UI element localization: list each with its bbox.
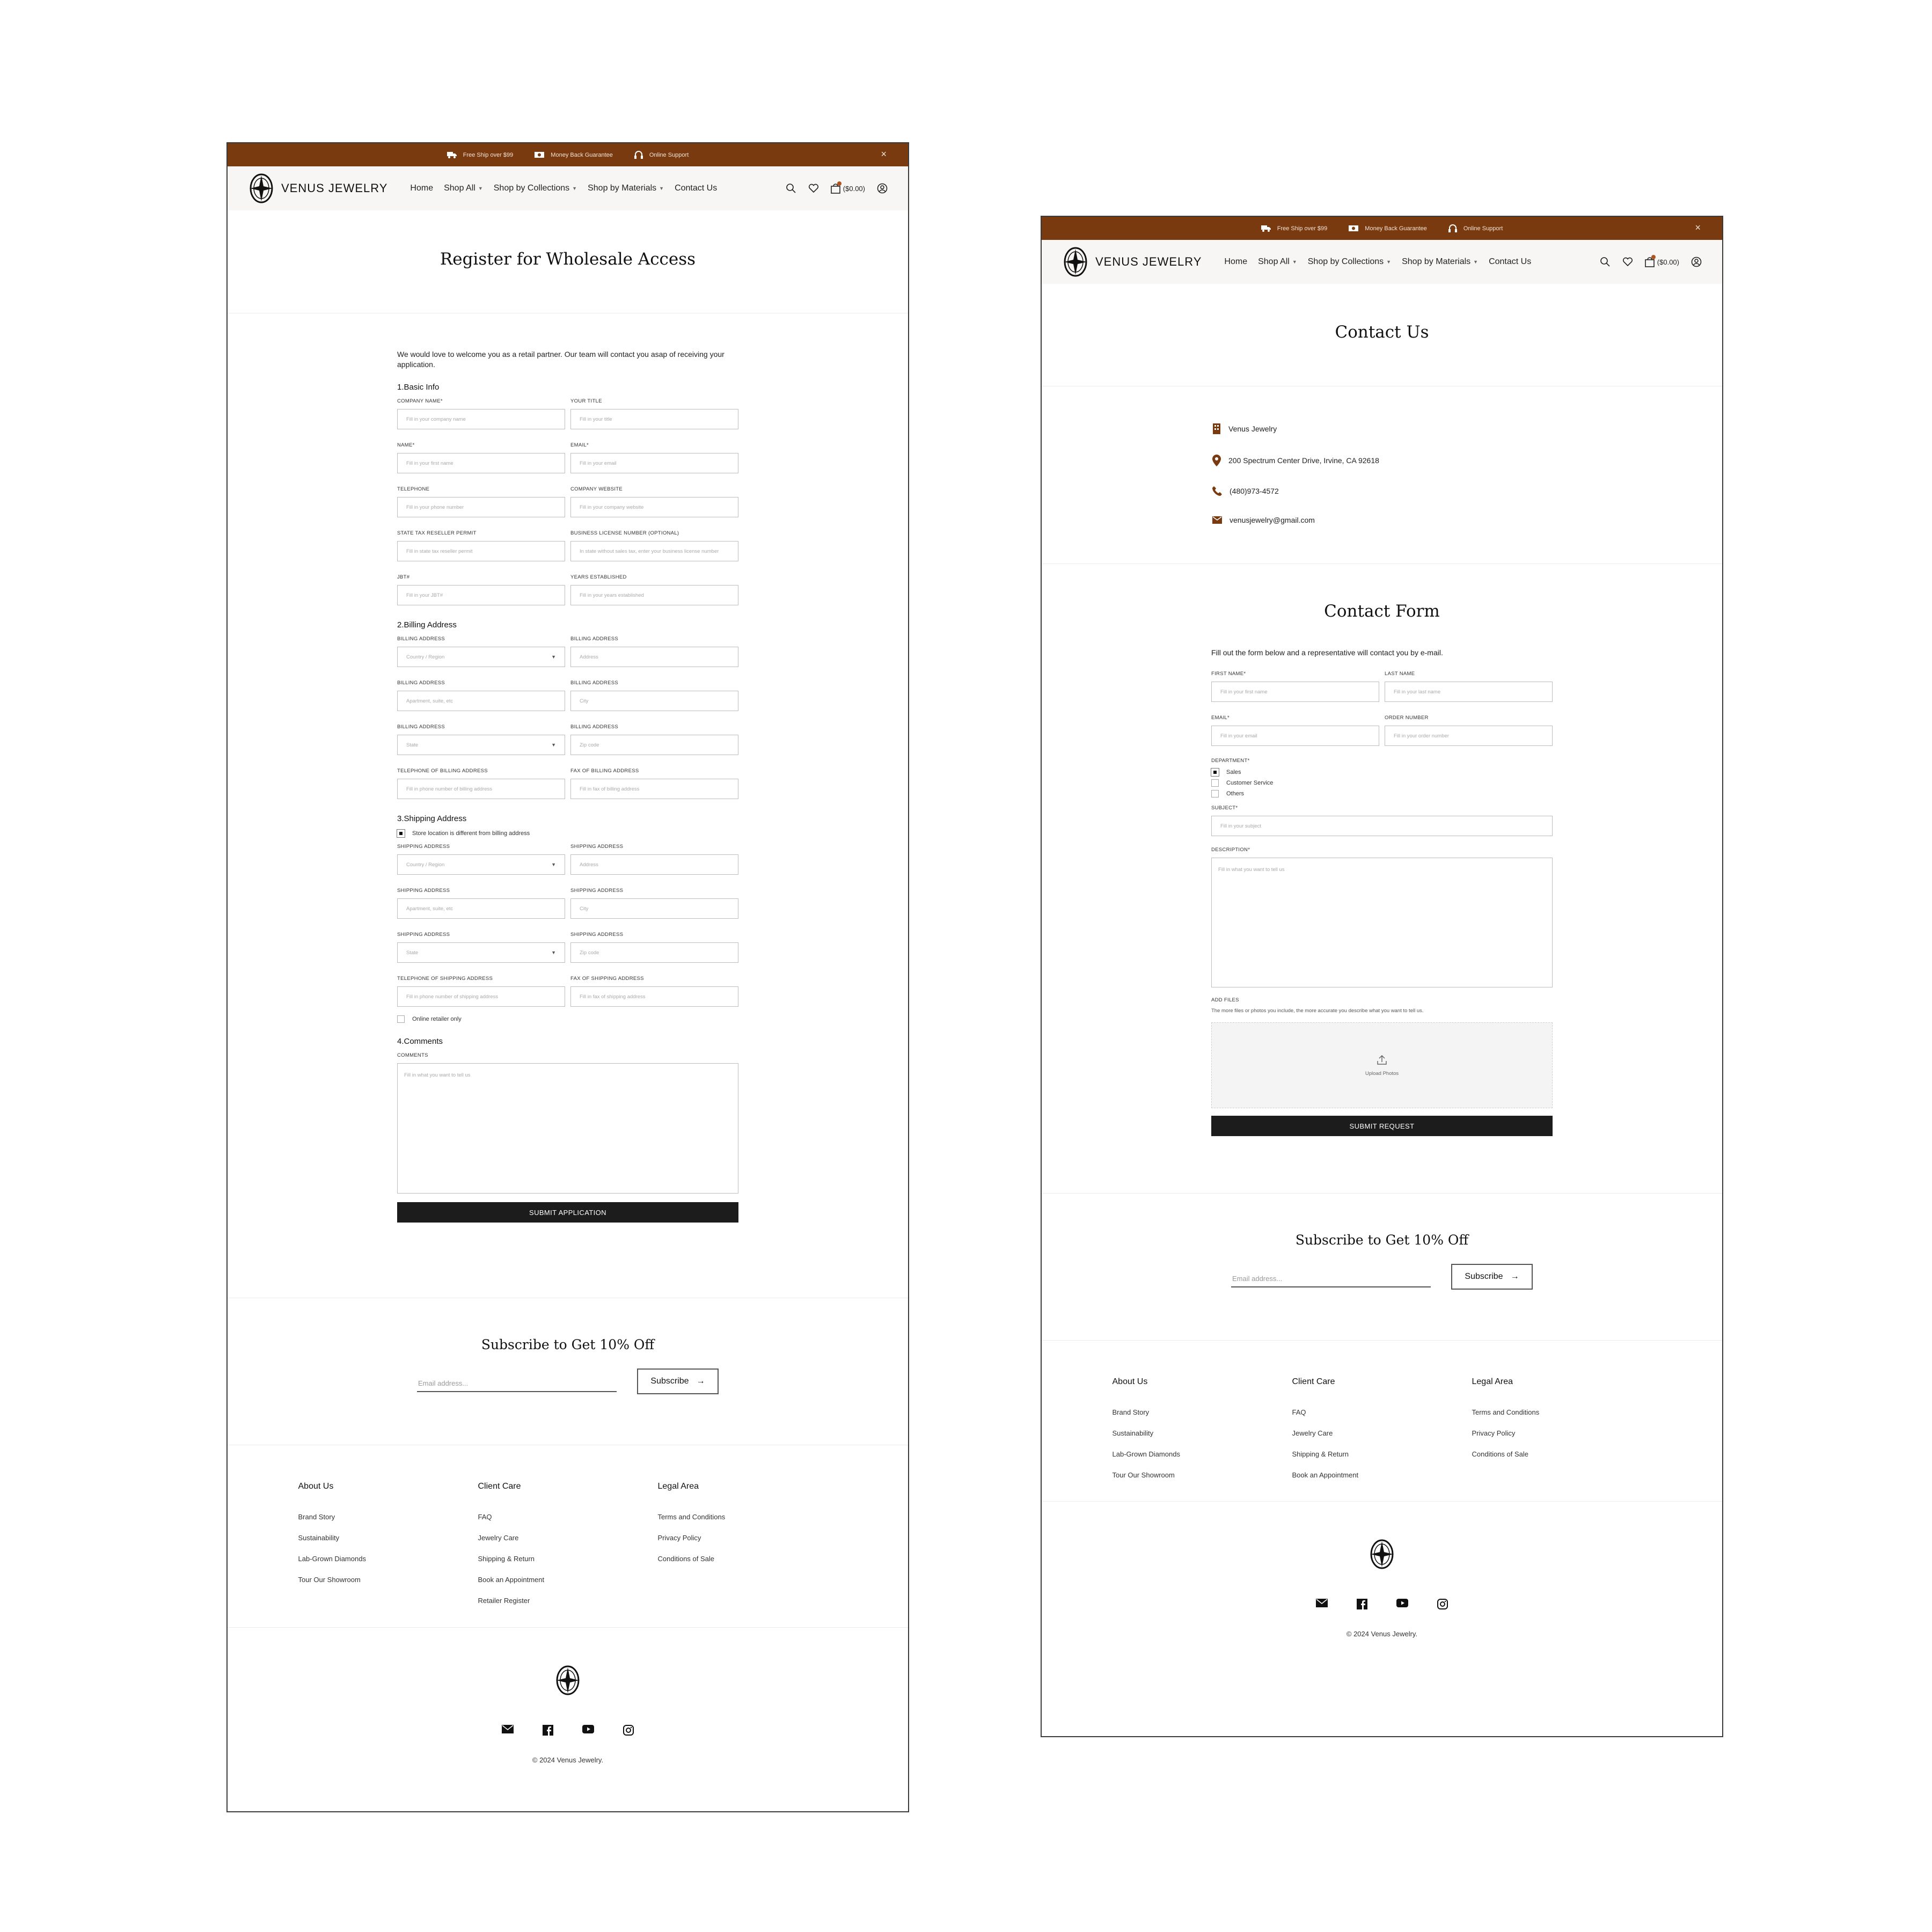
dept-cs-option[interactable] <box>1211 779 1553 787</box>
brand[interactable] <box>249 172 387 204</box>
license-input[interactable]: In state without sales tax, enter your business license number <box>570 541 738 561</box>
footer-link[interactable]: Jewelry Care <box>478 1534 519 1542</box>
comments-label: COMMENTS <box>397 1052 428 1058</box>
billing-label: BILLING ADDRESS <box>397 636 445 642</box>
chevron-down-icon: ▼ <box>478 186 483 191</box>
email-label: EMAIL* <box>570 442 589 448</box>
checkbox[interactable] <box>397 1015 405 1023</box>
online-support-text: Online Support <box>649 151 689 158</box>
shipping-tel-input[interactable]: Fill in phone number of shipping address <box>397 986 565 1007</box>
years-label: YEARS ESTABLISHED <box>570 574 627 580</box>
heart-icon[interactable] <box>1622 257 1633 267</box>
section-basic-info: 1.Basic Info <box>397 383 440 392</box>
contact-info <box>1042 386 1722 564</box>
first-name-label: FIRST NAME* <box>1211 671 1246 677</box>
nav-shop-collections-label: Shop by Collections <box>1307 257 1384 266</box>
search-icon[interactable] <box>786 183 796 194</box>
nav-home[interactable]: Home <box>1224 257 1248 266</box>
heart-icon[interactable] <box>808 184 819 193</box>
arrow-right-icon: → <box>1510 1272 1519 1281</box>
jbt-label: JBT# <box>397 574 410 580</box>
upload-icon <box>1377 1055 1387 1065</box>
submit-application-button[interactable]: SUBMIT APPLICATION <box>397 1202 738 1223</box>
site-header <box>228 166 908 210</box>
shipping-apt-input[interactable]: Apartment, suite, etc <box>397 898 565 919</box>
footer-legal-title: Legal Area <box>657 1482 699 1491</box>
company-input[interactable]: Fill in your company name <box>397 409 565 429</box>
footer-link[interactable]: Lab-Grown Diamonds <box>1112 1450 1180 1458</box>
submit-request-button[interactable]: SUBMIT REQUEST <box>1211 1116 1553 1136</box>
footer-link[interactable]: Conditions of Sale <box>657 1555 715 1563</box>
checkbox[interactable] <box>397 830 405 837</box>
order-input[interactable]: Fill in your order number <box>1385 726 1553 746</box>
shipping-address-input[interactable]: Address <box>570 854 738 875</box>
copyright: © 2024 Venus Jewelry. <box>532 1756 604 1764</box>
cart-button[interactable] <box>1645 257 1679 267</box>
chevron-down-icon: ▼ <box>1292 259 1297 265</box>
facebook-icon[interactable] <box>1357 1599 1367 1609</box>
nav-shop-all[interactable] <box>1258 257 1297 267</box>
website-label: COMPANY WEBSITE <box>570 486 623 492</box>
footer-legal-title: Legal Area <box>1472 1377 1513 1386</box>
free-ship-text: Free Ship over $99 <box>463 151 514 158</box>
page-title-band <box>1042 284 1722 386</box>
footer-link[interactable]: Sustainability <box>298 1534 340 1542</box>
name-label: NAME* <box>397 442 415 448</box>
close-icon[interactable]: × <box>1695 222 1701 233</box>
billing-state-value: State <box>406 742 419 748</box>
wholesale-form <box>397 313 738 1223</box>
first-name-input[interactable]: Fill in your first name <box>1211 682 1379 702</box>
wholesale-page <box>226 142 909 1812</box>
nav-shop-all-label: Shop All <box>444 184 475 193</box>
shipping-fax-input[interactable]: Fill in fax of shipping address <box>570 986 738 1007</box>
footer-link[interactable]: Tour Our Showroom <box>1112 1471 1175 1479</box>
different-location-label: Store location is different from billing address <box>412 830 530 837</box>
checkbox[interactable] <box>1211 769 1219 776</box>
footer-about-col <box>1113 1377 1292 1501</box>
section-billing: 2.Billing Address <box>397 620 457 630</box>
billing-tel-label: TELEPHONE OF BILLING ADDRESS <box>397 768 488 774</box>
truck-icon <box>447 151 457 158</box>
footer-link[interactable]: Shipping & Return <box>1292 1450 1349 1458</box>
footer-link[interactable]: Privacy Policy <box>657 1534 701 1542</box>
section-shipping: 3.Shipping Address <box>397 814 467 823</box>
billing-city-input[interactable]: City <box>570 691 738 711</box>
billing-tel-input[interactable]: Fill in phone number of billing address <box>397 779 565 799</box>
main-nav <box>1224 257 1531 267</box>
add-files-note: The more files or photos you include, the more accurate you describe what you want to tell us. <box>1211 1008 1424 1014</box>
subscribe-button[interactable] <box>637 1368 719 1394</box>
name-input[interactable]: Fill in your first name <box>397 453 565 473</box>
facebook-icon[interactable] <box>543 1725 553 1736</box>
company-phone[interactable]: (480)973-4572 <box>1230 487 1279 495</box>
top-announcement-bar <box>1042 217 1722 240</box>
footer-link[interactable]: Retailer Register <box>478 1597 530 1605</box>
youtube-icon[interactable] <box>582 1725 594 1736</box>
online-only-label: Online retailer only <box>412 1016 462 1022</box>
phone-icon <box>1212 486 1222 496</box>
contact-form <box>1211 621 1553 1136</box>
company-email[interactable]: venusjewelry@gmail.com <box>1230 516 1315 524</box>
mail-icon <box>1212 516 1222 524</box>
page-title: Contact Us <box>1335 323 1429 342</box>
jbt-input[interactable]: Fill in your JBT# <box>397 585 565 605</box>
nav-shop-all[interactable] <box>444 184 483 193</box>
youtube-icon[interactable] <box>1396 1599 1408 1609</box>
footer-client-care-col <box>478 1482 658 1627</box>
footer-about-col <box>298 1482 478 1627</box>
footer-legal-col <box>1472 1377 1652 1501</box>
subscribe-button-label: Subscribe <box>650 1377 689 1386</box>
user-icon[interactable] <box>877 183 888 194</box>
company-label: COMPANY NAME* <box>397 398 443 404</box>
different-location-option[interactable] <box>397 830 738 837</box>
cart-button[interactable] <box>831 184 865 194</box>
footer-link[interactable]: Terms and Conditions <box>1472 1408 1540 1416</box>
money-icon <box>535 151 544 158</box>
billing-label: BILLING ADDRESS <box>570 636 618 642</box>
subject-input[interactable]: Fill in your subject <box>1211 816 1553 836</box>
footer-link[interactable]: Brand Story <box>298 1513 335 1521</box>
header-icons <box>1600 257 1702 267</box>
chevron-down-icon: ▼ <box>659 186 664 191</box>
online-support-text: Online Support <box>1463 225 1503 232</box>
description-textarea[interactable]: Fill in what you want to tell us <box>1211 858 1553 987</box>
dept-others-option[interactable] <box>1211 790 1553 797</box>
last-name-label: LAST NAME <box>1385 671 1415 677</box>
footer-logo-icon <box>1370 1563 1394 1572</box>
dept-cs-label: Customer Service <box>1226 780 1274 786</box>
nav-shop-collections-label: Shop by Collections <box>493 184 570 193</box>
brand-name: VENUS JEWELRY <box>281 181 388 195</box>
shipping-label: SHIPPING ADDRESS <box>570 888 624 894</box>
brand-name: VENUS JEWELRY <box>1095 255 1202 268</box>
subscribe-button[interactable] <box>1451 1264 1533 1290</box>
cart-badge <box>1651 255 1656 259</box>
nav-contact[interactable]: Contact Us <box>675 184 718 193</box>
footer-link[interactable]: Brand Story <box>1112 1408 1150 1416</box>
caret-down-icon: ▼ <box>551 654 556 660</box>
caret-down-icon: ▼ <box>551 862 556 867</box>
footer-link[interactable]: Tour Our Showroom <box>298 1576 361 1584</box>
subscribe-button-label: Subscribe <box>1465 1272 1503 1281</box>
nav-shop-all-label: Shop All <box>1258 257 1290 266</box>
email-label: EMAIL* <box>1211 715 1230 721</box>
footer-link[interactable]: Sustainability <box>1112 1429 1154 1437</box>
order-label: ORDER NUMBER <box>1385 715 1429 721</box>
logo-icon <box>249 172 274 204</box>
footer-legal-col <box>658 1482 838 1627</box>
location-pin-icon <box>1212 455 1221 466</box>
footer-link[interactable]: Privacy Policy <box>1472 1429 1516 1437</box>
footer-link[interactable]: Book an Appointment <box>1292 1471 1359 1479</box>
billing-fax-input[interactable]: Fill in fax of billing address <box>570 779 738 799</box>
billing-state-select[interactable] <box>397 735 565 755</box>
shipping-grid <box>397 844 738 1007</box>
top-announcement-bar <box>228 143 908 166</box>
chevron-down-icon: ▼ <box>572 186 577 191</box>
footer-bottom <box>1042 1502 1722 1638</box>
subscribe-section <box>1042 1193 1722 1341</box>
contact-form-title: Contact Form <box>1324 602 1440 621</box>
form-intro: We would love to welcome you as a retail partner. Our team will contact you asap of receiving your application. <box>397 350 724 369</box>
dept-sales-option[interactable] <box>1211 769 1553 776</box>
footer-links <box>1042 1341 1722 1502</box>
shipping-country-value: Country / Region <box>406 861 445 868</box>
form-intro: Fill out the form below and a representative will contact you by e-mail. <box>1211 648 1443 657</box>
billing-label: BILLING ADDRESS <box>397 680 445 686</box>
permit-input[interactable]: Fill in state tax reseller permit <box>397 541 565 561</box>
site-header <box>1042 240 1722 284</box>
footer-about-title: About Us <box>1112 1377 1148 1386</box>
logo-icon <box>1063 246 1088 278</box>
shipping-label: SHIPPING ADDRESS <box>397 932 450 938</box>
contact-page <box>1041 216 1723 1737</box>
nav-shop-materials[interactable] <box>588 184 664 193</box>
footer-bottom <box>228 1628 908 1764</box>
footer-link[interactable]: Lab-Grown Diamonds <box>298 1555 366 1563</box>
truck-icon <box>1261 225 1271 232</box>
department-label: DEPARTMENT* <box>1211 758 1250 764</box>
cart-total: ($0.00) <box>843 184 865 193</box>
headphones-icon <box>1448 224 1457 232</box>
nav-home[interactable]: Home <box>410 184 434 193</box>
footer-link[interactable]: FAQ <box>478 1513 492 1521</box>
shipping-state-value: State <box>406 949 419 956</box>
billing-zip-input[interactable]: Zip code <box>570 735 738 755</box>
checkbox[interactable] <box>1211 779 1219 787</box>
instagram-icon[interactable] <box>623 1725 634 1736</box>
billing-address-input[interactable]: Address <box>570 647 738 667</box>
shipping-state-select[interactable] <box>397 942 565 963</box>
search-icon[interactable] <box>1600 257 1611 267</box>
billing-grid <box>397 636 738 799</box>
header-icons <box>786 183 888 194</box>
years-input[interactable]: Fill in your years established <box>570 585 738 605</box>
money-back-text: Money Back Guarantee <box>551 151 613 158</box>
mail-icon[interactable] <box>1316 1599 1328 1609</box>
user-icon[interactable] <box>1691 257 1702 267</box>
footer-link[interactable]: Terms and Conditions <box>657 1513 726 1521</box>
footer-client-care-title: Client Care <box>478 1482 521 1491</box>
subscribe-title: Subscribe to Get 10% Off <box>481 1337 655 1352</box>
shipping-country-select[interactable] <box>397 854 565 875</box>
subscribe-email-input[interactable]: Email address... <box>1231 1266 1431 1287</box>
billing-label: BILLING ADDRESS <box>570 724 618 730</box>
close-icon[interactable]: × <box>881 149 887 159</box>
nav-shop-materials-label: Shop by Materials <box>588 184 657 193</box>
website-input[interactable]: Fill in your company website <box>570 497 738 517</box>
online-only-option[interactable] <box>397 1015 738 1023</box>
footer-link[interactable]: Jewelry Care <box>1292 1429 1333 1437</box>
subject-label: SUBJECT* <box>1211 805 1238 811</box>
billing-apt-input[interactable]: Apartment, suite, etc <box>397 691 565 711</box>
subscribe-section <box>228 1298 908 1445</box>
instagram-icon[interactable] <box>1437 1599 1448 1609</box>
billing-fax-label: FAX OF BILLING ADDRESS <box>570 768 639 774</box>
chevron-down-icon: ▼ <box>1473 259 1479 265</box>
telephone-input[interactable]: Fill in your phone number <box>397 497 565 517</box>
page-title-band <box>228 210 908 313</box>
section-comments: 4.Comments <box>397 1037 443 1046</box>
chevron-down-icon: ▼ <box>1386 259 1392 265</box>
shipping-label: SHIPPING ADDRESS <box>397 844 450 850</box>
title-input[interactable]: Fill in your title <box>570 409 738 429</box>
arrow-right-icon: → <box>696 1377 705 1386</box>
add-files-label: ADD FILES <box>1211 997 1239 1003</box>
checkbox[interactable] <box>1211 790 1219 797</box>
dept-sales-label: Sales <box>1226 769 1241 775</box>
footer-about-title: About Us <box>298 1482 334 1491</box>
dept-others-label: Others <box>1226 791 1245 797</box>
billing-country-select[interactable] <box>397 647 565 667</box>
mail-icon[interactable] <box>502 1725 514 1736</box>
cart-total: ($0.00) <box>1657 258 1679 266</box>
email-input[interactable]: Fill in your email <box>1211 726 1379 746</box>
subscribe-email-input[interactable]: Email address... <box>417 1371 617 1392</box>
comments-textarea[interactable]: Fill in what you want to tell us <box>397 1063 738 1194</box>
page-title: Register for Wholesale Access <box>440 250 696 269</box>
nav-contact[interactable]: Contact Us <box>1489 257 1532 266</box>
brand[interactable] <box>1063 246 1202 278</box>
shipping-label: SHIPPING ADDRESS <box>397 888 450 894</box>
caret-down-icon: ▼ <box>551 950 556 955</box>
license-label: BUSINESS LICENSE NUMBER (OPTIONAL) <box>570 530 679 536</box>
footer-link[interactable]: Conditions of Sale <box>1472 1450 1529 1458</box>
permit-label: STATE TAX RESELLER PERMIT <box>397 530 477 536</box>
cart-badge <box>837 181 841 186</box>
subscribe-title: Subscribe to Get 10% Off <box>1295 1232 1469 1248</box>
billing-label: BILLING ADDRESS <box>570 680 618 686</box>
social-links <box>1042 1599 1722 1609</box>
last-name-input[interactable]: Fill in your last name <box>1385 682 1553 702</box>
footer-link[interactable]: FAQ <box>1292 1408 1306 1416</box>
main-nav <box>410 184 717 193</box>
shipping-city-input[interactable]: City <box>570 898 738 919</box>
building-icon <box>1212 423 1221 435</box>
upload-dropzone[interactable] <box>1211 1022 1553 1108</box>
company-address: 200 Spectrum Center Drive, Irvine, CA 92618 <box>1228 456 1379 465</box>
shipping-zip-input[interactable]: Zip code <box>570 942 738 963</box>
social-links <box>228 1725 908 1736</box>
free-ship-text: Free Ship over $99 <box>1277 225 1328 232</box>
nav-shop-materials-label: Shop by Materials <box>1402 257 1471 266</box>
headphones-icon <box>634 151 643 159</box>
caret-down-icon: ▼ <box>551 742 556 748</box>
upload-label: Upload Photos <box>1365 1070 1399 1077</box>
footer-links <box>228 1445 908 1628</box>
shipping-label: SHIPPING ADDRESS <box>570 932 624 938</box>
basic-info-grid <box>397 398 738 605</box>
nav-shop-collections[interactable] <box>1308 257 1391 267</box>
shipping-label: SHIPPING ADDRESS <box>570 844 624 850</box>
title-label: YOUR TITLE <box>570 398 602 404</box>
nav-shop-collections[interactable] <box>494 184 577 193</box>
money-back-text: Money Back Guarantee <box>1365 225 1427 232</box>
email-input[interactable]: Fill in your email <box>570 453 738 473</box>
footer-client-care-col <box>1292 1377 1472 1501</box>
footer-link[interactable]: Shipping & Return <box>478 1555 535 1563</box>
footer-client-care-title: Client Care <box>1292 1377 1335 1386</box>
copyright: © 2024 Venus Jewelry. <box>1346 1630 1418 1638</box>
billing-label: BILLING ADDRESS <box>397 724 445 730</box>
contact-form-heading <box>1042 564 1722 621</box>
shipping-tel-label: TELEPHONE OF SHIPPING ADDRESS <box>397 976 493 982</box>
nav-shop-materials[interactable] <box>1402 257 1478 267</box>
description-label: DESCRIPTION* <box>1211 847 1250 853</box>
billing-country-value: Country / Region <box>406 654 445 660</box>
telephone-label: TELEPHONE <box>397 486 430 492</box>
company-name: Venus Jewelry <box>1228 425 1277 433</box>
shipping-fax-label: FAX OF SHIPPING ADDRESS <box>570 976 644 982</box>
footer-link[interactable]: Book an Appointment <box>478 1576 545 1584</box>
money-icon <box>1349 225 1358 232</box>
footer-logo-icon <box>555 1689 580 1699</box>
